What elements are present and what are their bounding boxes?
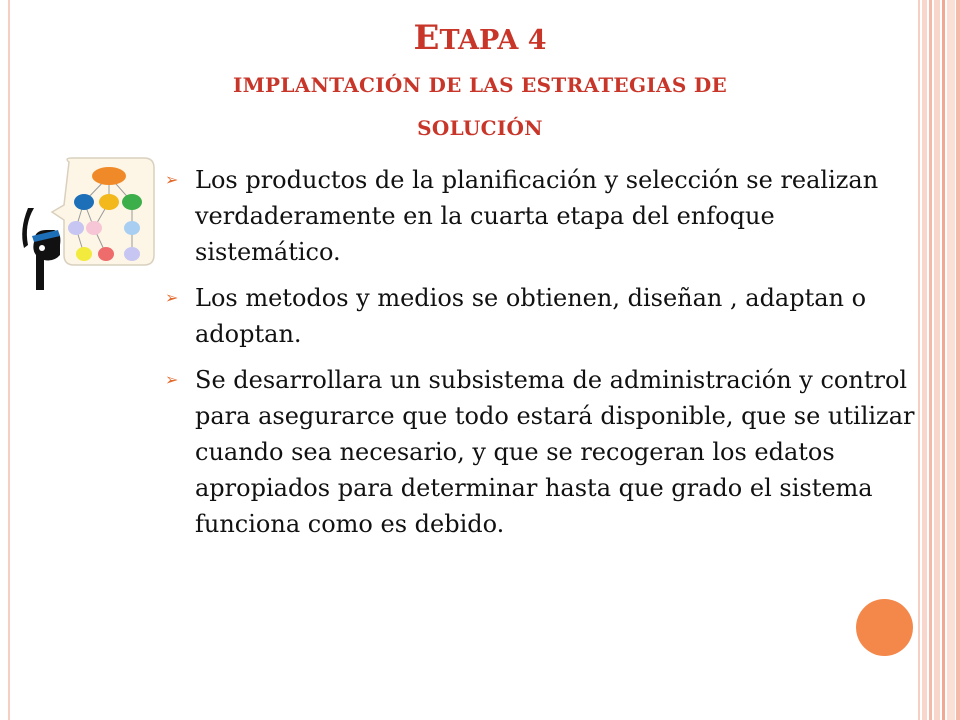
title-line-2: IMPLANTACIÓN DE LAS ESTRATEGIAS DE [232,73,728,97]
bullet-arrow-icon: ➢ [165,170,179,189]
bullet-text: Los productos de la planificación y selección se realizan verdaderamente en la cuarta etapa del enfoque sistemático. [195,166,879,266]
bullet-item [165,280,925,352]
bullet-arrow-icon: ➢ [165,288,179,307]
decorative-circle [856,599,913,656]
bullet-text: Los metodos y medios se obtienen, diseñan , adaptan o adoptan. [195,284,867,348]
bullet-item [165,162,925,270]
bullet-text: Se desarrollara un subsistema de administración y control para asegurarce que todo estará disponible, que se utilizar cuando sea necesario, y que se recogeran los edatos apropiados para determinar hasta que grado el sistema funciona como es debido. [195,366,915,538]
bullet-list [165,162,925,552]
bullet-item [165,362,925,542]
title-line-3: SOLUCIÓN [417,116,543,140]
bullet-arrow-icon: ➢ [165,370,179,389]
title-line-1: ETAPA 4 [413,18,547,58]
slide-title [40,18,920,147]
decorative-stripes [922,0,960,720]
thinking-person-hierarchy-icon [14,150,164,300]
